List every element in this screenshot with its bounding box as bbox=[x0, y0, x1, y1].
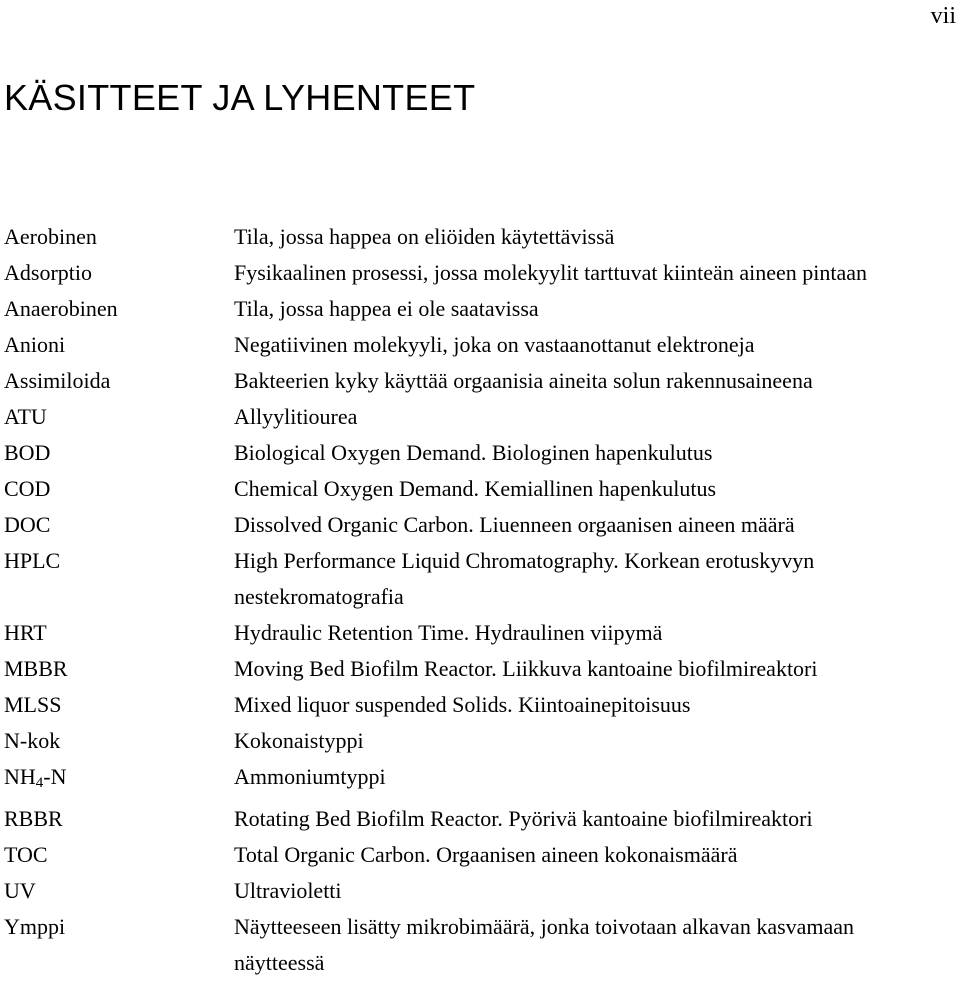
glossary-list bbox=[0, 219, 960, 981]
glossary-definition: Moving Bed Biofilm Reactor. Liikkuva kantoaine biofilmireaktori bbox=[234, 656, 818, 681]
glossary-term: Anioni bbox=[4, 332, 66, 357]
glossary-term: HPLC bbox=[4, 548, 61, 573]
glossary-term: UV bbox=[4, 878, 36, 903]
glossary-definition: Hydraulic Retention Time. Hydraulinen viipymä bbox=[234, 620, 663, 645]
glossary-term: Aerobinen bbox=[4, 224, 97, 249]
glossary-term: HRT bbox=[4, 620, 47, 645]
glossary-definition: Rotating Bed Biofilm Reactor. Pyörivä kantoaine biofilmireaktori bbox=[234, 806, 813, 831]
glossary-entry-hrt bbox=[0, 615, 960, 651]
glossary-definition: Kokonaistyppi bbox=[234, 728, 364, 753]
glossary-definition: Mixed liquor suspended Solids. Kiintoainepitoisuus bbox=[234, 692, 691, 717]
glossary-term: Ymppi bbox=[4, 914, 66, 939]
glossary-entry-adsorptio bbox=[0, 255, 960, 291]
glossary-entry-atu bbox=[0, 399, 960, 435]
glossary-definition: Negatiivinen molekyyli, joka on vastaanottanut elektroneja bbox=[234, 332, 755, 357]
glossary-term: TOC bbox=[4, 842, 48, 867]
glossary-definition: Tila, jossa happea ei ole saatavissa bbox=[234, 296, 539, 321]
glossary-entry-mbbr bbox=[0, 651, 960, 687]
glossary-definition: Fysikaalinen prosessi, jossa molekyylit tarttuvat kiinteän aineen pintaan bbox=[234, 260, 867, 285]
glossary-term: DOC bbox=[4, 512, 51, 537]
glossary-entry-mlss bbox=[0, 687, 960, 723]
glossary-definition: Ultravioletti bbox=[234, 878, 342, 903]
glossary-definition: Bakteerien kyky käyttää orgaanisia aineita solun rakennusaineena bbox=[234, 368, 813, 393]
glossary-entry-toc bbox=[0, 837, 960, 873]
glossary-definition: Allyylitiourea bbox=[234, 404, 358, 429]
glossary-term: BOD bbox=[4, 440, 51, 465]
term-subscript: 4 bbox=[35, 775, 44, 791]
page-title: KÄSITTEET JA LYHENTEET bbox=[4, 77, 476, 118]
glossary-definition: Dissolved Organic Carbon. Liuenneen orgaanisen aineen määrä bbox=[234, 512, 795, 537]
glossary-entry-cod bbox=[0, 471, 960, 507]
glossary-term: ATU bbox=[4, 404, 47, 429]
glossary-definition: Chemical Oxygen Demand. Kemiallinen hapenkulutus bbox=[234, 476, 717, 501]
glossary-entry-nh4-n bbox=[0, 759, 960, 801]
glossary-definition: Ammoniumtyppi bbox=[234, 764, 386, 789]
glossary-term: N-kok bbox=[4, 728, 61, 753]
glossary-term: MBBR bbox=[4, 656, 68, 681]
glossary-entry-rbbr bbox=[0, 801, 960, 837]
term-prefix: NH bbox=[4, 764, 36, 789]
glossary-term: MLSS bbox=[4, 692, 62, 717]
glossary-entry-doc bbox=[0, 507, 960, 543]
glossary-term: Adsorptio bbox=[4, 260, 92, 285]
glossary-entry-n-kok bbox=[0, 723, 960, 759]
glossary-definition: Näytteeseen lisätty mikrobimäärä, jonka toivotaan alkavan kasvamaan näytteessä bbox=[234, 914, 855, 975]
glossary-entry-bod bbox=[0, 435, 960, 471]
glossary-entry-hplc bbox=[0, 543, 960, 615]
glossary-definition: Total Organic Carbon. Orgaanisen aineen kokonaismäärä bbox=[234, 842, 738, 867]
page-number: vii bbox=[930, 3, 956, 29]
glossary-entry-aerobinen bbox=[0, 219, 960, 255]
glossary-definition: High Performance Liquid Chromatography. Korkean erotuskyvyn nestekromatografia bbox=[234, 548, 815, 609]
glossary-entry-anioni bbox=[0, 327, 960, 363]
glossary-term: Assimiloida bbox=[4, 368, 111, 393]
term-suffix: -N bbox=[43, 764, 67, 789]
glossary-term: COD bbox=[4, 476, 51, 501]
glossary-entry-anaerobinen bbox=[0, 291, 960, 327]
glossary-entry-ymppi bbox=[0, 909, 960, 981]
glossary-term: Anaerobinen bbox=[4, 296, 118, 321]
glossary-entry-assimiloida bbox=[0, 363, 960, 399]
glossary-entry-uv bbox=[0, 873, 960, 909]
glossary-term bbox=[0, 759, 234, 801]
glossary-definition: Biological Oxygen Demand. Biologinen hapenkulutus bbox=[234, 440, 713, 465]
glossary-term: RBBR bbox=[4, 806, 63, 831]
glossary-definition: Tila, jossa happea on eliöiden käytettävissä bbox=[234, 224, 615, 249]
